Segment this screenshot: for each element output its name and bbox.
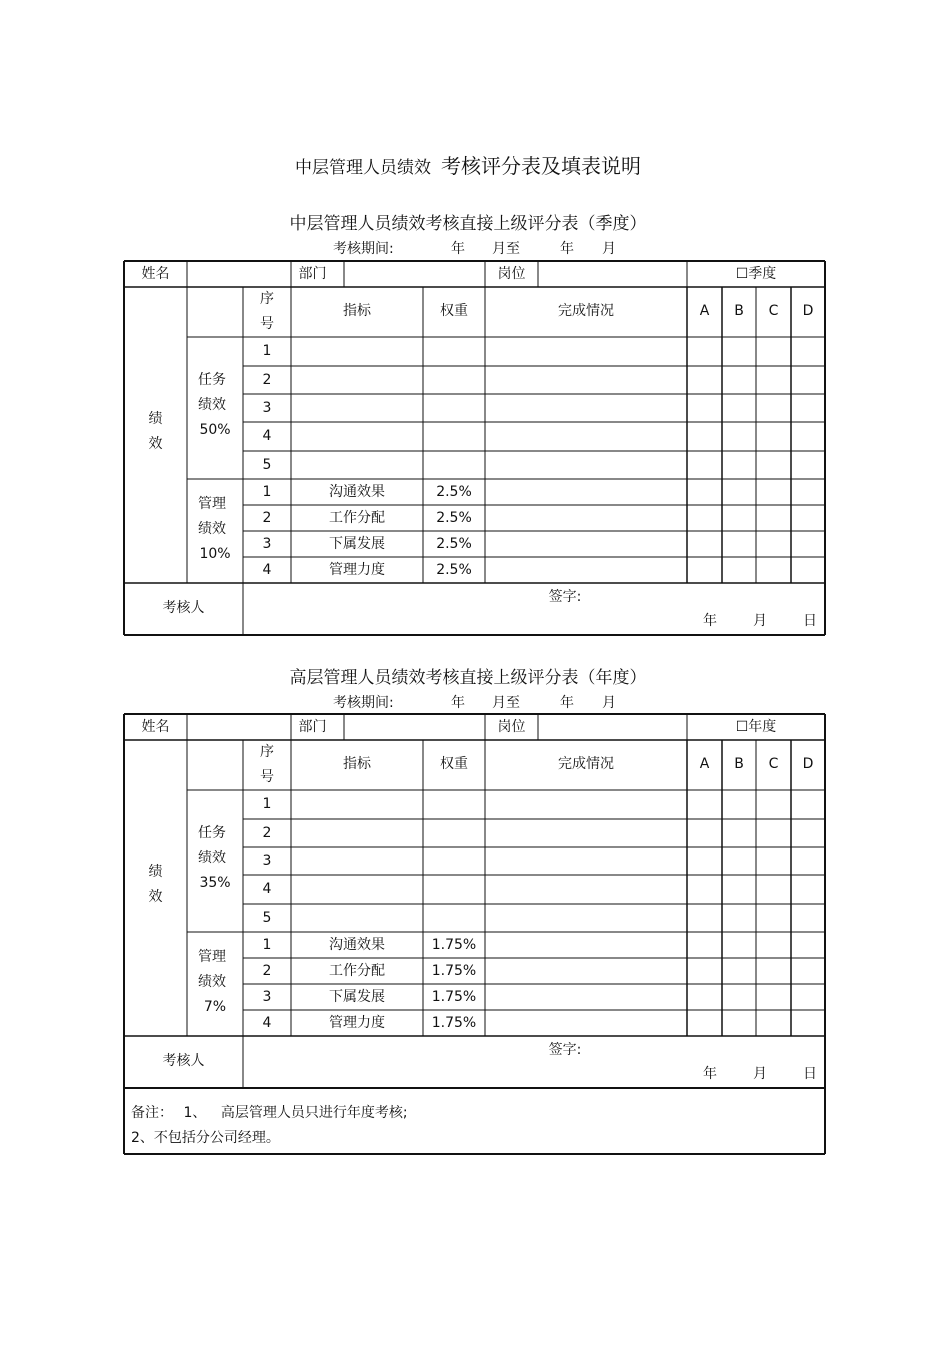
task-row-seq: 4 (262, 881, 272, 897)
mgmt-row-indicator: 工作分配 (329, 510, 385, 526)
mgmt-group-label (187, 492, 243, 567)
mgmt-row-weight: 1.75% (431, 1015, 477, 1031)
date-year: 年 (703, 613, 717, 629)
date-day: 日 (803, 1066, 817, 1082)
col-header-weight: 权重 (440, 303, 468, 319)
col-header-seq: 序号 (260, 291, 274, 332)
period-month2: 月 (602, 241, 616, 257)
reviewer-label: 考核人 (162, 1053, 205, 1069)
task-row-seq: 3 (262, 400, 272, 416)
col-header-seq: 序号 (260, 744, 274, 785)
period-year1: 年 (451, 241, 465, 257)
group-label2: 绩效 (198, 974, 226, 990)
remark-line2: 2、不包括分公司经理。 (131, 1130, 280, 1146)
period-label: 考核期间: (333, 241, 394, 257)
col-header-d: D (802, 303, 814, 319)
period-month1: 月至 (492, 695, 520, 711)
date-month: 月 (753, 1066, 767, 1082)
name-label: 姓名 (141, 719, 170, 735)
col-header-b: B (734, 756, 744, 772)
col-header-indicator: 指标 (343, 756, 371, 772)
mgmt-row-seq: 2 (262, 963, 272, 979)
period-month1: 月至 (492, 241, 520, 257)
period-year1: 年 (451, 695, 465, 711)
form2-title: 高层管理人员绩效考核直接上级评分表（年度） (289, 668, 647, 688)
group-pct: 35% (199, 875, 231, 891)
task-row-seq: 1 (262, 796, 272, 812)
performance-label: 绩效 (148, 411, 163, 452)
page-title-part1: 中层管理人员绩效 (295, 158, 431, 178)
mgmt-row-indicator: 管理力度 (329, 562, 385, 578)
mgmt-row-weight: 1.75% (431, 937, 477, 953)
mgmt-row-weight: 1.75% (431, 963, 477, 979)
mgmt-group-label (187, 945, 243, 1020)
task-row-seq: 3 (262, 853, 272, 869)
col-header-b: B (734, 303, 744, 319)
period-checkbox: ☐年度 (735, 719, 777, 735)
col-header-weight: 权重 (440, 756, 468, 772)
signature-label: 签字: (548, 589, 582, 605)
name-label: 姓名 (141, 266, 170, 282)
group-pct: 7% (203, 999, 227, 1015)
mgmt-row-weight: 2.5% (436, 536, 472, 552)
col-header-indicator: 指标 (343, 303, 371, 319)
form1-title: 中层管理人员绩效考核直接上级评分表（季度） (289, 214, 647, 234)
group-label1: 管理 (198, 496, 226, 512)
remark-text: 高层管理人员只进行年度考核; (220, 1105, 408, 1121)
mgmt-row-weight: 1.75% (431, 989, 477, 1005)
period-label: 考核期间: (333, 695, 394, 711)
mgmt-row-seq: 3 (262, 536, 272, 552)
dept-label: 部门 (298, 266, 327, 282)
task-group-label (187, 821, 243, 896)
col-header-completion: 完成情况 (558, 303, 614, 319)
date-day: 日 (803, 613, 817, 629)
task-row-seq: 5 (262, 910, 272, 926)
mgmt-row-indicator: 管理力度 (329, 1015, 385, 1031)
date-year: 年 (703, 1066, 717, 1082)
mgmt-row-indicator: 下属发展 (329, 989, 385, 1005)
mgmt-row-indicator: 下属发展 (329, 536, 385, 552)
post-label: 岗位 (497, 266, 526, 282)
col-header-a: A (699, 756, 710, 772)
period-month2: 月 (602, 695, 616, 711)
remark-label: 备注： (131, 1105, 173, 1121)
mgmt-row-weight: 2.5% (436, 510, 472, 526)
mgmt-row-weight: 2.5% (436, 484, 472, 500)
reviewer-label: 考核人 (162, 600, 205, 616)
dept-label: 部门 (298, 719, 327, 735)
period-year2: 年 (560, 695, 574, 711)
task-row-seq: 4 (262, 428, 272, 444)
task-row-seq: 2 (262, 825, 272, 841)
col-header-c: C (768, 303, 779, 319)
mgmt-row-seq: 4 (262, 562, 272, 578)
mgmt-row-seq: 1 (262, 937, 272, 953)
performance-label: 绩效 (148, 864, 163, 905)
col-header-completion: 完成情况 (558, 756, 614, 772)
col-header-a: A (699, 303, 710, 319)
group-label1: 任务 (198, 372, 226, 388)
date-month: 月 (753, 613, 767, 629)
col-header-d: D (802, 756, 814, 772)
mgmt-row-indicator: 沟通效果 (329, 484, 385, 500)
task-row-seq: 5 (262, 457, 272, 473)
mgmt-row-indicator: 沟通效果 (329, 937, 385, 953)
remark-num: 1、 (183, 1105, 207, 1121)
remark-line1 (131, 1102, 408, 1122)
mgmt-row-indicator: 工作分配 (329, 963, 385, 979)
group-pct: 10% (199, 546, 231, 562)
group-label2: 绩效 (198, 521, 226, 537)
page-title-part2: 考核评分表及填表说明 (441, 154, 641, 178)
period-year2: 年 (560, 241, 574, 257)
signature-label: 签字: (548, 1042, 582, 1058)
group-label1: 管理 (198, 949, 226, 965)
mgmt-row-seq: 2 (262, 510, 272, 526)
mgmt-row-seq: 3 (262, 989, 272, 1005)
task-row-seq: 2 (262, 372, 272, 388)
task-row-seq: 1 (262, 343, 272, 359)
mgmt-row-weight: 2.5% (436, 562, 472, 578)
col-header-c: C (768, 756, 779, 772)
mgmt-row-seq: 1 (262, 484, 272, 500)
group-pct: 50% (199, 422, 231, 438)
group-label2: 绩效 (198, 850, 226, 866)
mgmt-row-seq: 4 (262, 1015, 272, 1031)
task-group-label (187, 368, 243, 443)
period-checkbox: ☐季度 (735, 266, 777, 282)
group-label1: 任务 (198, 825, 226, 841)
post-label: 岗位 (497, 719, 526, 735)
group-label2: 绩效 (198, 397, 226, 413)
